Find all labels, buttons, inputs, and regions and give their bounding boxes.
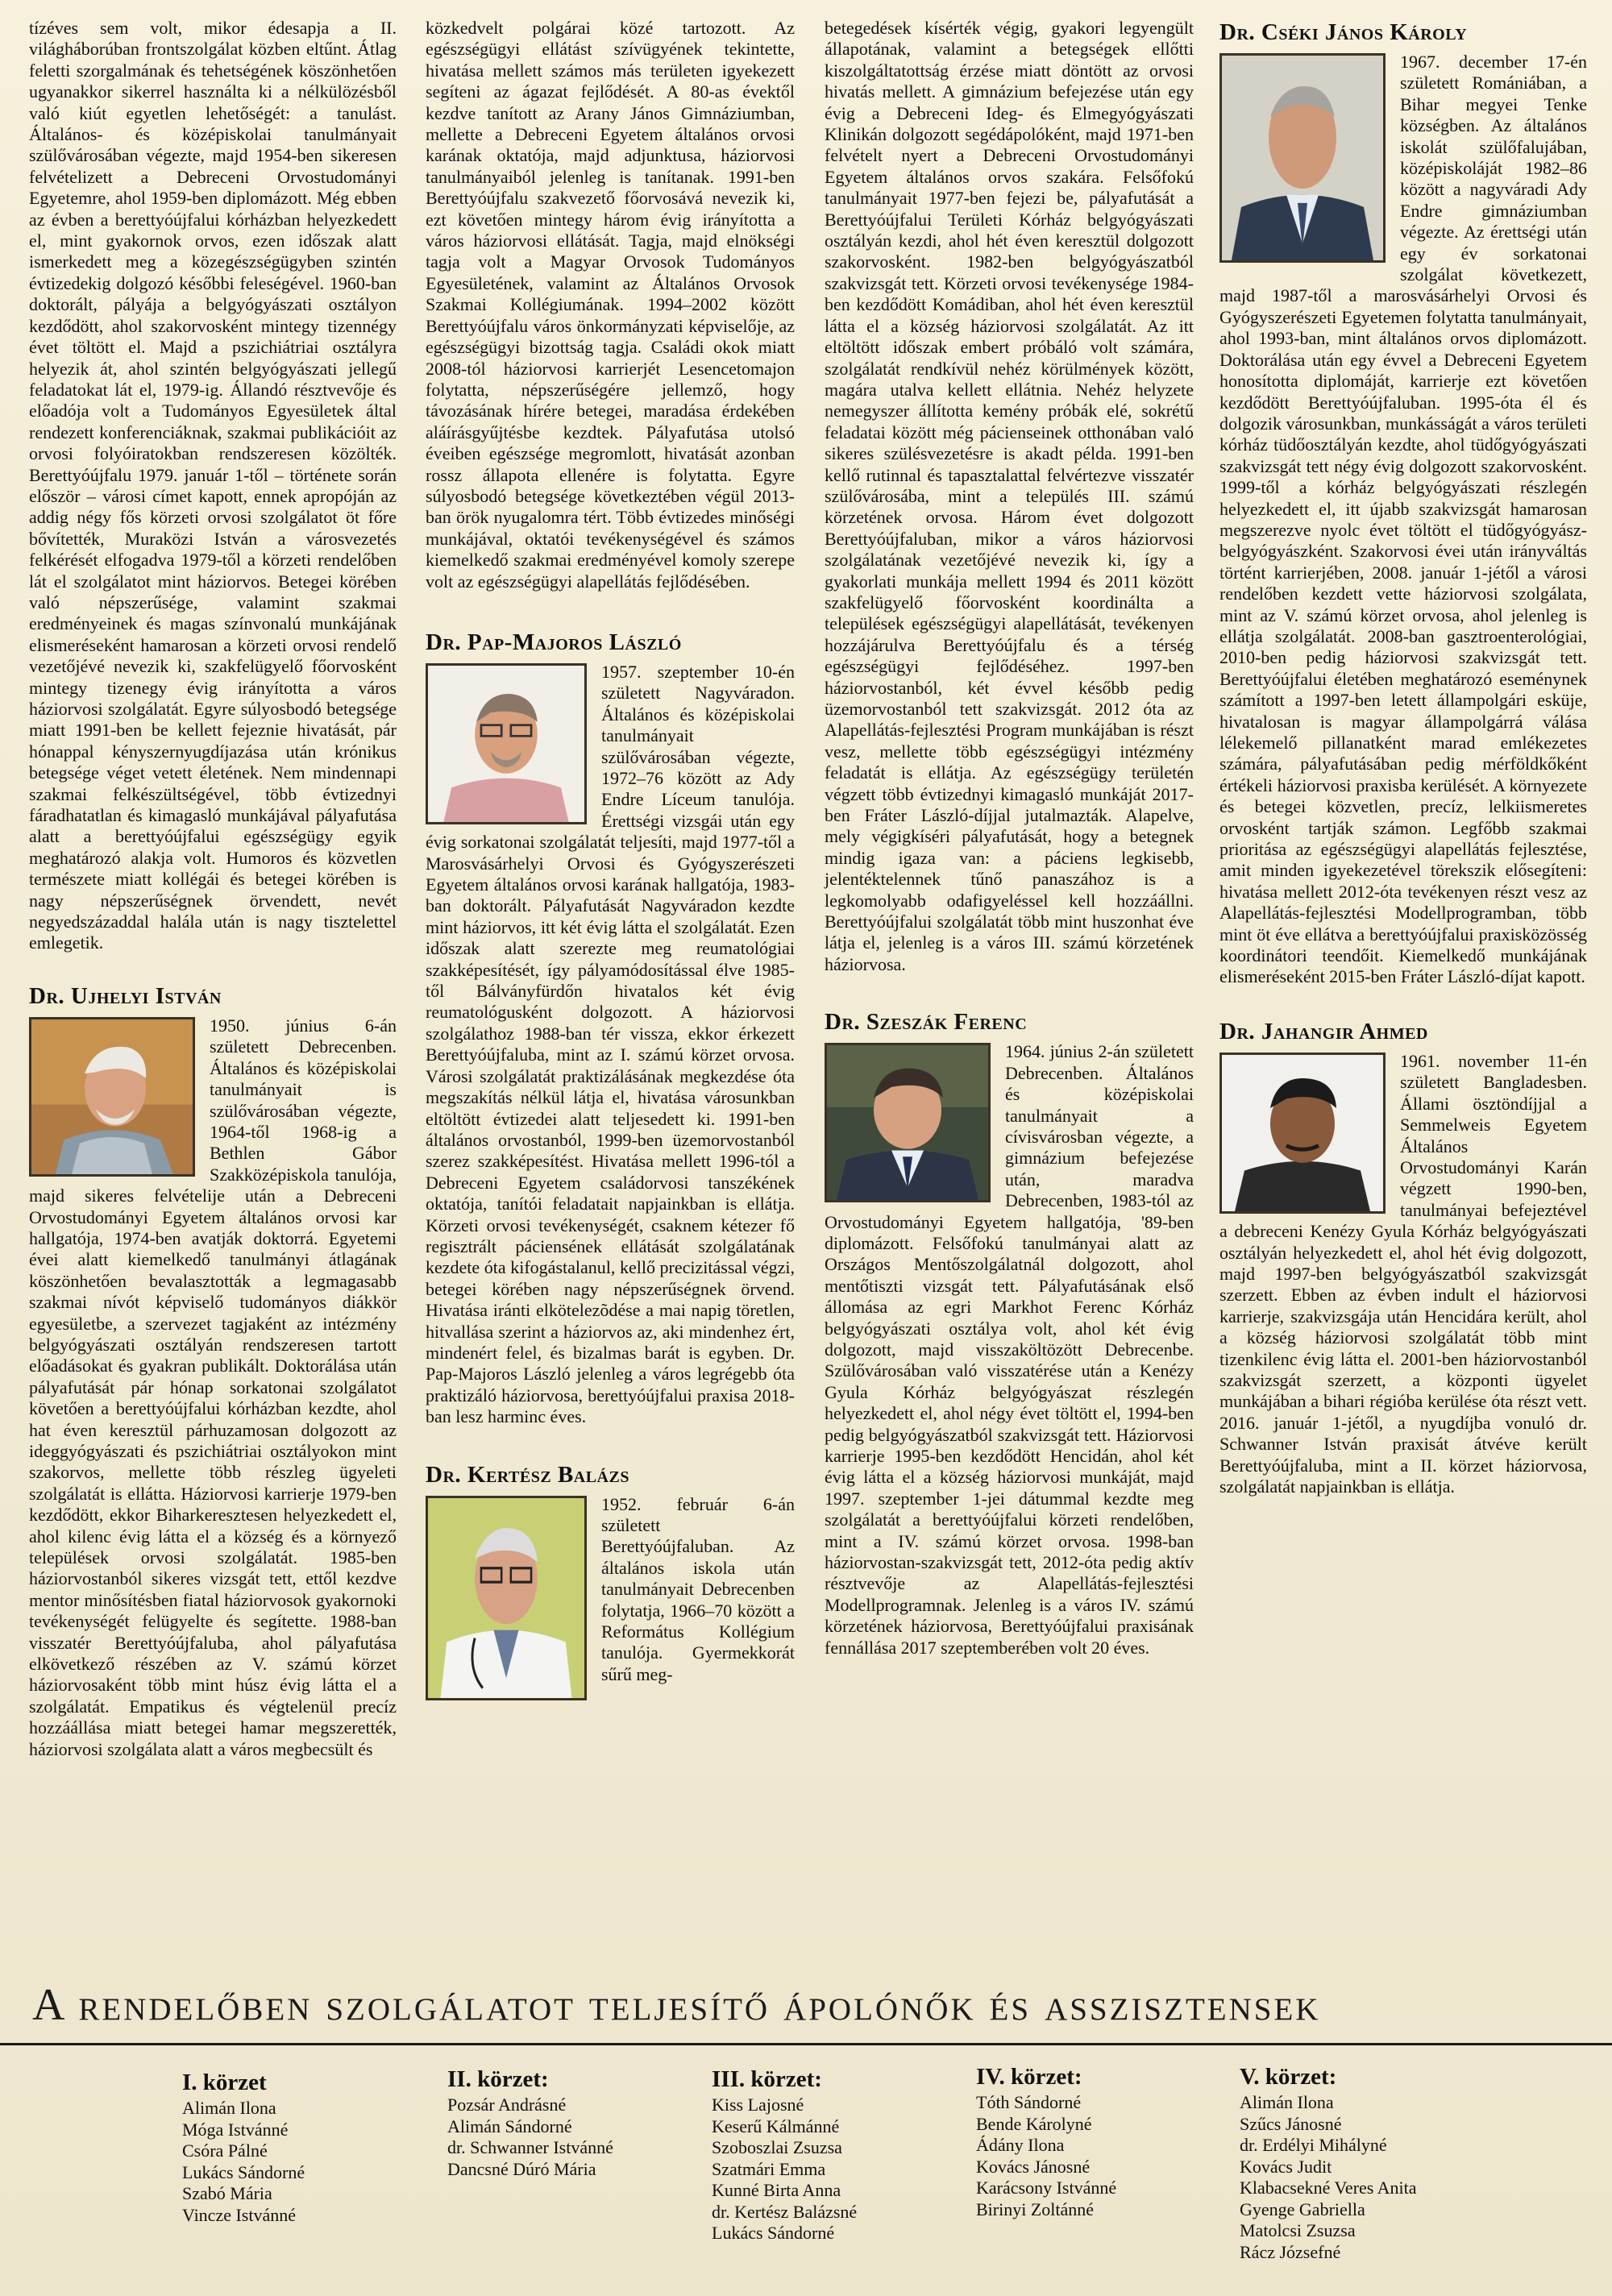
staff-name: Szabó Mária: [182, 2183, 272, 2203]
section-title: [32, 1979, 1580, 2031]
staff-name: Csóra Pálné: [182, 2140, 268, 2161]
staff-name: Kovács Jánosné: [976, 2156, 1091, 2177]
staff-name: dr. Schwanner Istvánné: [447, 2137, 613, 2157]
bio-kertesz: [426, 1460, 795, 1686]
staff-name: Karácsony Istvánné: [976, 2178, 1117, 2198]
staff-name: Matolcsi Zsuzsa: [1240, 2220, 1356, 2240]
staff-name: Keserű Kálmánné: [712, 2115, 840, 2136]
district-label: III. körzet:: [712, 2066, 822, 2092]
district-label: II. körzet:: [447, 2066, 549, 2092]
staff-name: Lukács Sándorné: [712, 2223, 835, 2243]
staff-name: Kovács Judit: [1240, 2156, 1332, 2177]
district-label: I. körzet: [182, 2070, 267, 2095]
bio-text: 1961. november 11-én született Bangladesben. Állami ösztöndíjjal a Semmelweis Egyetem Általános Orvostudományi Karán végzett 1990-ben, tanulmányai befejeztével a debreceni Kenézy Gyula Kórház belgyógyászati osztályán helyezkedett el, ahol hét évig dolgozott, majd 1997-ben belgyógyászatból szakvizsgát szerzett. Ebben az évben indult el háziorvosi karrierje, szakvizsgája után Hencidára került, ahol a község háziorvosi szolgálatát több mint tizenkilenc évig látta el. 2001-ben háziorvostanból szakvizsgát szerzett, a központi ügyelet munkájában a bihari régióba kerülése óta részt vett. 2016. január 1-jétől, a nyugdíjba vonuló dr. Schwanner István praxisát átvéve került Berettyóújfaluba, mint a II. körzet háziorvosa, szolgálatát napjainkban is ellátja.: [1219, 1050, 1587, 1497]
staff-name: Pozsár Andrásné: [447, 2095, 567, 2115]
staff-name: Vincze Istvánné: [182, 2204, 297, 2225]
staff-name: Dancsné Dúró Mária: [447, 2158, 596, 2179]
doctor-name: Dr. Kertész Balázs: [426, 1461, 629, 1488]
portrait-photo-ujhelyi: [29, 1017, 195, 1177]
staff-name: Bende Károlyné: [976, 2113, 1092, 2134]
portrait-photo-pap-majoros: [426, 663, 587, 824]
article-continuation: közkedvelt polgárai közé tartozott. Az egészségügyi ellátást szívügyének tekintette, hivatása mellett számos más területen igyekezett segíteni az ágazat fejlődését. A 80-as évektől kezdve tanított az Arany János Gimnáziumban, mellette a Debreceni Egyetem általános orvosi karának oktatója, majd adjunktusa, háziorvosi tanulmányaiból jelenleg is tanítanak. 1991-ben Berettyóújfalu szakvezető főorvosává nevezik ki, ezt követően mintegy három évig irányította a város háziorvosi ellátását. Tagja, majd elnökségi tagja volt a Magyar Orvosok Tudományos Egyesületének, valamint az Általános Orvosok Szakmai Kollégiumának. 1994–2002 között Berettyóújfalu város önkormányzati képviselője, az egészségügyi bizottság tagja. Családi okok miatt 2008-tól háziorvosi karrierjét Lesencetomajon folytatta, népszerűségére jellemző, hogy távozásának hírére betegei, maradása érdekében aláírásgyűjtésbe kezdtek. Pályafutása utolsó éveiben egészsége megromlott, hivatását azonban rossz állapota ellenére is folytatta. Egyre súlyosbodó betegsége következtében végül 2013-ban örök nyugalomra tért. Több évtizedes minőségi munkájával, oktatói tevékenységével és számos kiemelkedő szakmai eredményével komoly szerepe volt az egészségügyi alapellátás fejlődésében.: [426, 18, 795, 592]
doctor-name: Dr. Jahangir Ahmed: [1219, 1018, 1428, 1044]
staff-name: Alimán Ilona: [1240, 2092, 1334, 2112]
doctor-name: Dr. Ujhelyi István: [29, 982, 222, 1009]
doctor-name: Dr. Szeszák Ferenc: [825, 1009, 1028, 1036]
bio-text: 1952. február 6-án született Berettyóújfaluban. Az általános iskola után tanulmányait Debrecenben folytatja, 1966–70 között a Református Kollégium tanulója. Gyermekkorát sűrű meg-: [601, 1493, 795, 1684]
bio-text: 1967. december 17-én született Romániában, a Bihar megyei Tenke községben. Az általános iskolát szülőfalujában, középiskoláját 1982–86 között a nagyváradi Ady Endre gimnáziumban végezte. Az érettségi után egy év sorkatonai szolgálat következett, majd 1987-től a marosvásárhelyi Orvosi és Gyógyszerészeti Egyetemen folytatta tanulmányait, ahol 1993-ban, mint általános orvos diplomázott. Doktorálása után egy évvel a Debreceni Egyetem honosította diplomáját, karrierje ezt követően kezdődött Berettyóújfaluban. 1995-óta él és dolgozik városunkban, munkásságát a város területi kórház tüdőosztályán kezdte, ahol tüdőgyógyászati szakvizsgát tett négy évig dolgozott szakorvosként. 1999-től a kórház belgyógyászati részlegén helyezkedett el, itt újabb szakvizsgát hamarosan megszerezve nyolc évet töltött el tüdőgyógyász-belgyógyászként. Szakorvosi évei után irányváltás történt karrierjében, 2008. január 1-jétől a városi rendelőben kezdett vette háziorvosi szolgálata, mint az V. számú körzet orvosa, ahol jelenleg is ellátja szolgálatát. 2008-ban gasztroenterológiai, 2010-ben pedig háziorvosi szakvizsgát tett. Berettyóújfalui életében meghatározó eseménynek számított a 1997-ben letett állampolgári esküje, hivatalosan is magyar állampolgárrá válása lélekemelő pillanatként marad emlékezetes számára, pályafutásában pedig mérföldkőként értékeli háziorvosi praxisba kerülését. A környezete és betegei közvetlen, precíz, lelkiismeretes orvosként tartják számon. Legfőbb szakmai prioritása az egészségügyi alapellátás fejlesztése, amit minden igyekezetével törekszik elősegíteni: hivatása mellett 2012-óta tevékenyen részt vesz az Alapellátás-fejlesztési Modellprogramban, több mint öt éve ellátva a berettyóújfalui praxisközösség koordinátori teendőit. Kiemelkedő munkájának elismeréseként 2015-ben Fráter László-díjat kapott.: [1219, 52, 1587, 987]
staff-name: dr. Erdélyi Mihályné: [1240, 2135, 1387, 2155]
portrait-photo-jahangir: [1219, 1053, 1386, 1214]
staff-name: Rácz Józsefné: [1240, 2241, 1341, 2262]
district-2: [447, 2066, 613, 2180]
staff-name: Szoboszlai Zsuzsa: [712, 2137, 842, 2157]
divider: [0, 2043, 1612, 2045]
staff-name: Ádány Ilona: [976, 2135, 1065, 2155]
staff-name: Móga Istvánné: [182, 2119, 289, 2140]
doctor-name: Dr. Pap-Majoros László: [426, 629, 682, 655]
staff-name: Kunné Birta Anna: [712, 2180, 841, 2200]
staff-name: Kiss Lajosné: [712, 2095, 804, 2115]
column-4: [1219, 18, 1587, 1497]
column-3: [825, 18, 1194, 1659]
doctor-name: Dr. Cséki János Károly: [1219, 19, 1468, 45]
district-1: [182, 2069, 305, 2226]
bio-text: 1950. június 6-án született Debrecenben. Általános és középiskolai tanulmányait is szülővárosában végezte, 1964-től 1968-ig a Bethlen Gábor Szakközépiskola tanulója, majd sikeres felvételije után a Debreceni Orvostudományi Egyetem általános orvosi kar hallgatója, 1974-ben avatják doktorrá. Egyetemi évei alatt kiemelkedő tanulmányi átlagának köszönhetően bevalasztották a legmagasabb szakmai nívót képviselő tudományos diákkör egyesületbe, a szervezet tagjaként az intézmény belgyógyászati osztályán rendszeresen tartott előadásokat és gyakran publikált. Doktorálása után pályafutását pár hónap sorkatonai szolgálatot követően a berettyóújfalui kórházban kezdte, ahol hat éven keresztül párhuzamosan dolgozott az ideggyógyászati és pszichiátriai osztályokon mint szakorvos, mellette több részleg ügyeleti szolgálatát is ellátta. Háziorvosi karrierje 1979-ben kezdődött, ekkor Biharkeresztesen helyezkedett el, ahol kilenc évig látta el a község és a környező települések orvosi szolgálatát. 1985-ben háziorvostanból sikeres vizsgát tett, ettől kezdve mentor minősítésben fiatal háziorvosok gyakornoki tevékenységét felügyelte és segítette. 1988-ban visszatér Berettyóújfaluba, ahol pályafutása elkövetkező részében az V. számú körzet háziorvosaként több mint húsz évig látta el a szolgálatát. Empatikus és végtelenül precíz hozzáállása miatt betegei hamar megszerették, háziorvosi szolgálata alatt a város megbecsült és: [29, 1015, 397, 1759]
district-label: V. körzet:: [1240, 2064, 1337, 2090]
section-title-text: A rendelőben szolgálatot teljesítő ápolónők és asszisztensek: [32, 1980, 1321, 2030]
bio-text: 1964. június 2-án született Debrecenben. Általános és középiskolai tanulmányait a cívisvárosban végezte, a gimnázium befejezése után, maradva Debrecenben, 1983-tól az Orvostudományi Egyetem hallgatója, '89-ben diplomázott. Felsőfokú tanulmányai alatt az Országos Mentőszolgálatnál dolgozott, ahol mentőtiszti vizsgát tett. Pályafutásának első állomása az egri Markhot Ferenc Kórház belgyógyászati osztálya volt, ahol két évig dolgozott, majd visszaköltözött Debrecenbe. Szülővárosában való visszatérése után a Kenézy Gyula Kórház belgyógyászat részlegén helyezkedett el, ahol négy évet töltött el, 1994-ben pedig belgyógyászatból szakvizsgát tett. Háziorvosi karrierje 1995-ben kezdődött Hencidán, ahol két évig látta el a község háziorvosi munkáját, majd 1997. szeptember 1-jei dátummal kezdte meg szolgálatát a berettyóújfalui körzeti rendelőben, mint a IV. számú körzet orvosa. 1998-ban háziorvostan-szakvizsgát tett, 2012-óta pedig aktív résztvevője az Alapellátás-fejlesztési Modellprogramnak. Jelenleg is a város IV. számú körzetének háziorvosa, Berettyóújfalui praxisának fennállása 2017 szeptemberében volt 20 éves.: [825, 1041, 1194, 1658]
column-1: [29, 18, 397, 1760]
staff-name: Lukács Sándorné: [182, 2161, 305, 2182]
district-label: IV. körzet:: [976, 2064, 1082, 2090]
district-3: [712, 2066, 857, 2244]
district-4: [976, 2063, 1116, 2220]
bio-text: 1957. szeptember 10-én született Nagyváradon. Általános és középiskolai tanulmányait szülővárosában végezte, 1972–76 között az Ady Endre Líceum tanulója. Érettségi vizsgái után egy évig sorkatonai szolgálatát teljesíti, majd 1977-től a Marosvásárhelyi Orvosi és Gyógyszerészeti Egyetem általános orvosi karának hallgatója, 1983-ban doktorált. Pályafutását Nagyváradon kezdte mint háziorvos, itt két évig látta el szolgálatát. Ezen időszak alatt szerezte meg reumatológiai szakképesítését, így pályamódosítással élve 1985-től Bálványfürdőn hivatalos két évig reumatológusként dolgozott. A háziorvosi szolgálathoz 1988-ban tér vissza, ekkor érkezett Berettyóújfaluba, mint az I. számú körzet orvosa. Városi szolgálatát praktizálásának megkezdése óta megszakítás nélkül látja el, hivatása városunkban eltöltött évtizedei alatt teljesedett ki. 1991-ben általános orvostanból, 1999-ben üzemorvostanból szerez szakképesítést. Hivatása mellett 1996-tól a Debreceni Egyetem családorvosi tanszékének oktatója, tanítói feladatait napjainkban is ellátja. Körzeti orvosi tevékenységét, csaknem kétezer fő regisztrált páciensének ellátását szolgálatának kezdete óta kifogástalanul, kellő precizitással végzi, betegei körében nagy népszerűségnek örvend. Hivatása iránti elkötelezõdése a mai napig töretlen, hitvallása szerint a háziorvos az, aki mindenhez ért, mindenért felel, és bizalmas barát is egyben. Dr. Pap-Majoros László jelenleg a város legrégebb óta praktizáló háziorvosa, berettyóújfalui praxisa 2018-ban lesz harminc éves.: [426, 661, 795, 1427]
staff-name: Szatmári Emma: [712, 2158, 826, 2179]
staff-name: Alimán Ilona: [182, 2098, 276, 2118]
column-2: [426, 18, 795, 1705]
district-5: [1240, 2063, 1417, 2263]
staff-name: Gyenge Gabriella: [1240, 2198, 1365, 2219]
article-continuation: betegedések kísérték végig, gyakori legyengült állapotának, valamint a betegségek ellőtti kiszolgáltatottság érzése miatt döntött az orvosi hivatás mellett. A gimnázium befejezése után egy évig a Debreceni Ideg- és Elmegyógyászati Klinikán dolgozott segédápolóként, majd 1971-ben felvételt nyert a Debreceni Orvostudományi Egyetem általános orvos szakára. Felsőfokú tanulmányait 1977-ben fejezi be, pályafutását a Berettyóújfalui Területi Kórház belgyógyászati osztályán kezdi, ahol hét éven keresztül dolgozott szakorvosként. 1982-ben belgyógyászatból szakvizsgát tett. Körzeti orvosi tevékenysége 1984-ben kezdődött Komádiban, ahol hét éven keresztül látta el a község háziorvosi szolgálatát. Az itt eltöltött időszak embert próbáló volt számára, szolgálatát rendkívül nehéz körülmények között, magára utalva kellett ellátnia. Nehéz helyzete nemegyszer állította kemény próbák elé, sokrétű feladatai között még pácienseinek otthonában való sikeres szülésvezetésre is akadt példa. 1991-ben kellő rutinnal és tapasztalattal felvértezve visszatér szülővárosába, mint a település III. számú körzetének orvosa. Három évet dolgozott Berettyóújfaluban, mikor a város háziorvosi szolgálatának vezetőjévé nevezik ki, így a gyakorlati munkája mellett 1994 és 2011 között szakfelügyelő főorvosként koordinálta a települések egészségügyi alapellátását, tevékenyen hozzájárulva Berettyóújfalu és a térség egészségügyi fejlődéséhez. 1997-ben háziorvostanból, két évvel később pedig üzemorvostanból tett szakvizsgát. 2012 óta az Alapellátás-fejlesztési Program munkájában is részt vesz, mellette több egészségügyi intézmény feladatát is ellátja. Az egészségügy területén végzett több évtizednyi kimagasló munkáját 2017-ben Fráter László-díjjal jutalmazták. Alapelve, mely végigkíséri pályafutását, hogy a betegnek mindig igaza van: a páciens legkisebb, jelentéktelennek tűnő panaszához is a legkomolyabb odafigyeléssel kell hozzáállni. Berettyóújfalui szolgálatát több mint huszonhat éve látja el, jelenleg is a város III. számú körzetének háziorvosa.: [825, 18, 1194, 974]
staff-name: dr. Kertész Balázsné: [712, 2201, 858, 2222]
staff-name: Szűcs Jánosné: [1240, 2113, 1342, 2134]
portrait-photo-cseki: [1219, 53, 1386, 263]
bio-pap-majoros: [426, 628, 795, 1428]
bio-ujhelyi: [29, 982, 397, 1760]
staff-name: Klabacsekné Veres Anita: [1240, 2178, 1417, 2198]
portrait-photo-szeszak: [825, 1043, 991, 1202]
bio-cseki: [1219, 18, 1587, 988]
article-continuation: tízéves sem volt, mikor édesapja a II. világháborúban frontszolgálat közben eltűnt. Átlag feletti szorgalmának és tehetségének köszönhetően ugyanakkor sikerrel használta ki a nélkülözésből való kiút egyetlen lehetőségét: a tanulást. Általános- és középiskolai tanulmányait szülővárosában végezte, majd 1954-ben sikeresen felvételizett a Debreceni Orvostudományi Egyetemre, ahol 1959-ben diplomázott. Még ebben az évben a berettyóújfalui kórházban helyezkedett el, mint gyakornok orvos, ezen időszak alatt ismerkedett meg a közegészségügyben szintén évtizedekig dolgozó későbbi feleségével. 1960-ban doktorált, pályája a belgyógyászati osztályon kezdődött, ahol szakorvosként mintegy tizennégy évet töltött el. Majd a pszichiátriai osztályra helyezik át, ahol szintén belgyógyászati jellegű feladatokat lát el, 1979-ig. Állandó résztvevője és előadója volt a Tudományos Egyesületek által rendezett konferenciáknak, szakmai publikációit az orvosi folyóiratokban rendszeresen közölték. Berettyóújfalu 1979. január 1-től – története során először – városi címet kapott, ennek apropóján az addig négy fős körzeti orvosi szolgálatot öt főre bővítették, Muraközi István a városvezetés felkérését elfogadva 1979-től a körzeti rendelőben lát el szolgálatot mint háziorvos. Betegei körében való népszerűsége, valamint szakmai eredményeinek és magas színvonalú munkájának elismeréseként hamarosan a körzeti orvosi rendelő vezetőjévé nevezik ki, szakfelügyelő főorvosként mintegy tizenegy évig irányította a város háziorvosi szolgálatát. Egyre súlyosbodó betegsége miatt 1991-ben be kellett fejeznie hivatását, pár hónappal kényszernyugdíjazása után krónikus betegsége véget vetett életének. Nem mindennapi szakmai felkészültségével, több évtizednyi fáradhatatlan és kimagasló munkájával pályafutása alatt a berettyóújfalui egészségügy egyik meghatározó alakja volt. Humoros és közvetlen természete miatt kollégái és betegei körében is nagy népszerűségnek örvendett, nevét negyedszázaddal halála után is nagy tisztelettel emlegetik.: [29, 18, 397, 953]
bio-szeszak: [825, 1007, 1194, 1659]
staff-name: Birinyi Zoltánné: [976, 2198, 1095, 2219]
portrait-photo-kertesz: [426, 1496, 587, 1700]
bio-jahangir: [1219, 1017, 1587, 1498]
staff-name: Alimán Sándorné: [447, 2115, 572, 2136]
staff-name: Tóth Sándorné: [976, 2092, 1082, 2112]
